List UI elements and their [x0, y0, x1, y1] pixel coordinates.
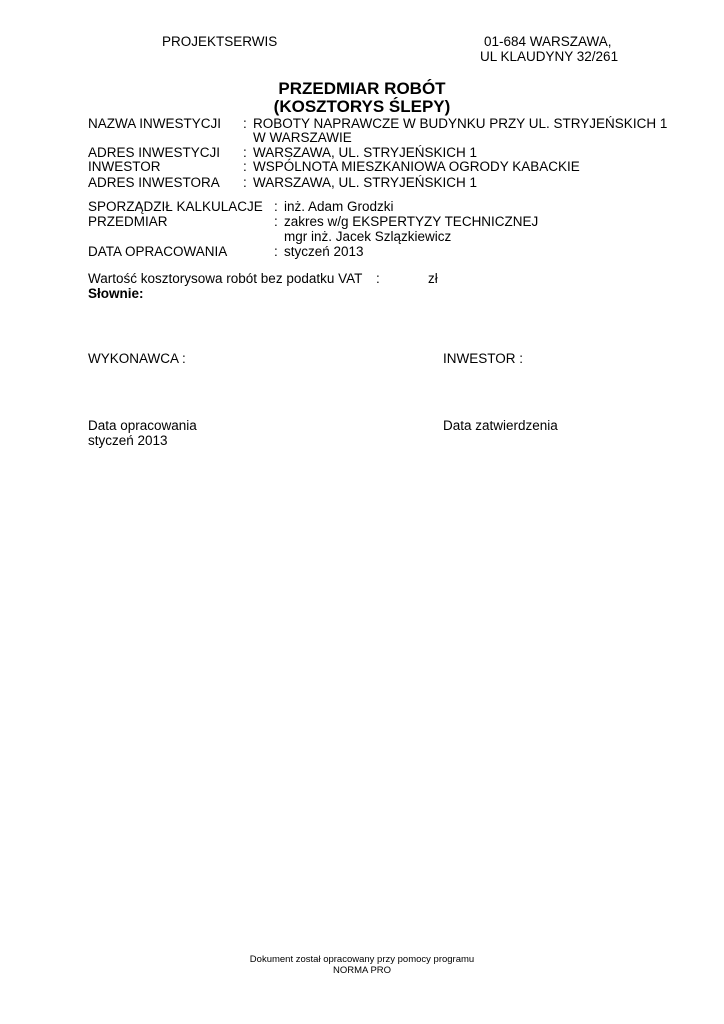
- investor-address-value: WARSZAWA, UL. STRYJEŃSKICH 1: [253, 175, 478, 190]
- company-address-line1: 01-684 WARSZAWA,: [484, 34, 612, 49]
- preparation-date-colon: :: [274, 244, 278, 259]
- preparation-date-value: styczeń 2013: [284, 244, 364, 259]
- investor-colon: :: [243, 159, 247, 174]
- investor-address-colon: :: [243, 175, 247, 190]
- investment-address-value: WARSZAWA, UL. STRYJEŃSKICH 1: [253, 145, 478, 160]
- investment-name-colon: :: [243, 116, 247, 131]
- investor-signature-label: INWESTOR :: [443, 351, 524, 366]
- calculation-author-value: inż. Adam Grodzki: [284, 199, 394, 214]
- cost-value-colon: :: [376, 271, 380, 286]
- cost-value-label: Wartość kosztorysowa robót bez podatku VAT: [88, 271, 363, 286]
- investment-name-value: ROBOTY NAPRAWCZE W BUDYNKU PRZY UL. STRYJEŃSKICH 1: [253, 116, 668, 131]
- company-name: PROJEKTSERWIS: [162, 34, 278, 49]
- preparation-date-footer-value: styczeń 2013: [88, 433, 168, 448]
- company-address-line2: UL KLAUDYNY 32/261: [480, 49, 619, 64]
- document-subtitle: (KOSZTORYS ŚLEPY): [273, 97, 451, 116]
- calculation-author-label: SPORZĄDZIŁ KALKULACJE: [88, 199, 263, 214]
- investment-address-label: ADRES INWESTYCJI: [88, 145, 221, 160]
- investor-value: WSPÓLNOTA MIESZKANIOWA OGRODY KABACKIE: [253, 159, 580, 174]
- calculation-author-colon: :: [274, 199, 278, 214]
- investment-name-value-cont: W WARSZAWIE: [253, 130, 352, 145]
- investor-address-label: ADRES INWESTORA: [88, 175, 220, 190]
- footer-program: NORMA PRO: [332, 965, 392, 976]
- contractor-label: WYKONAWCA :: [88, 351, 186, 366]
- document-title: PRZEDMIAR ROBÓT: [278, 79, 446, 98]
- amount-in-words-label: Słownie:: [88, 286, 144, 301]
- przedmiar-label: PRZEDMIAR: [88, 214, 168, 229]
- przedmiar-colon: :: [274, 214, 278, 229]
- przedmiar-value: zakres w/g EKSPERTYZY TECHNICZNEJ: [284, 214, 539, 229]
- preparation-date-label: DATA OPRACOWANIA: [88, 244, 228, 259]
- footer-note: Dokument został opracowany przy pomocy programu: [249, 954, 475, 965]
- cost-value-currency: zł: [428, 271, 438, 286]
- investment-address-colon: :: [243, 145, 247, 160]
- investment-name-label: NAZWA INWESTYCJI: [88, 116, 222, 131]
- approval-date-label: Data zatwierdzenia: [443, 418, 558, 433]
- investor-label: INWESTOR: [88, 159, 161, 174]
- preparation-date-footer-label: Data opracowania: [88, 418, 197, 433]
- przedmiar-value-cont: mgr inż. Jacek Szlązkiewicz: [284, 229, 452, 244]
